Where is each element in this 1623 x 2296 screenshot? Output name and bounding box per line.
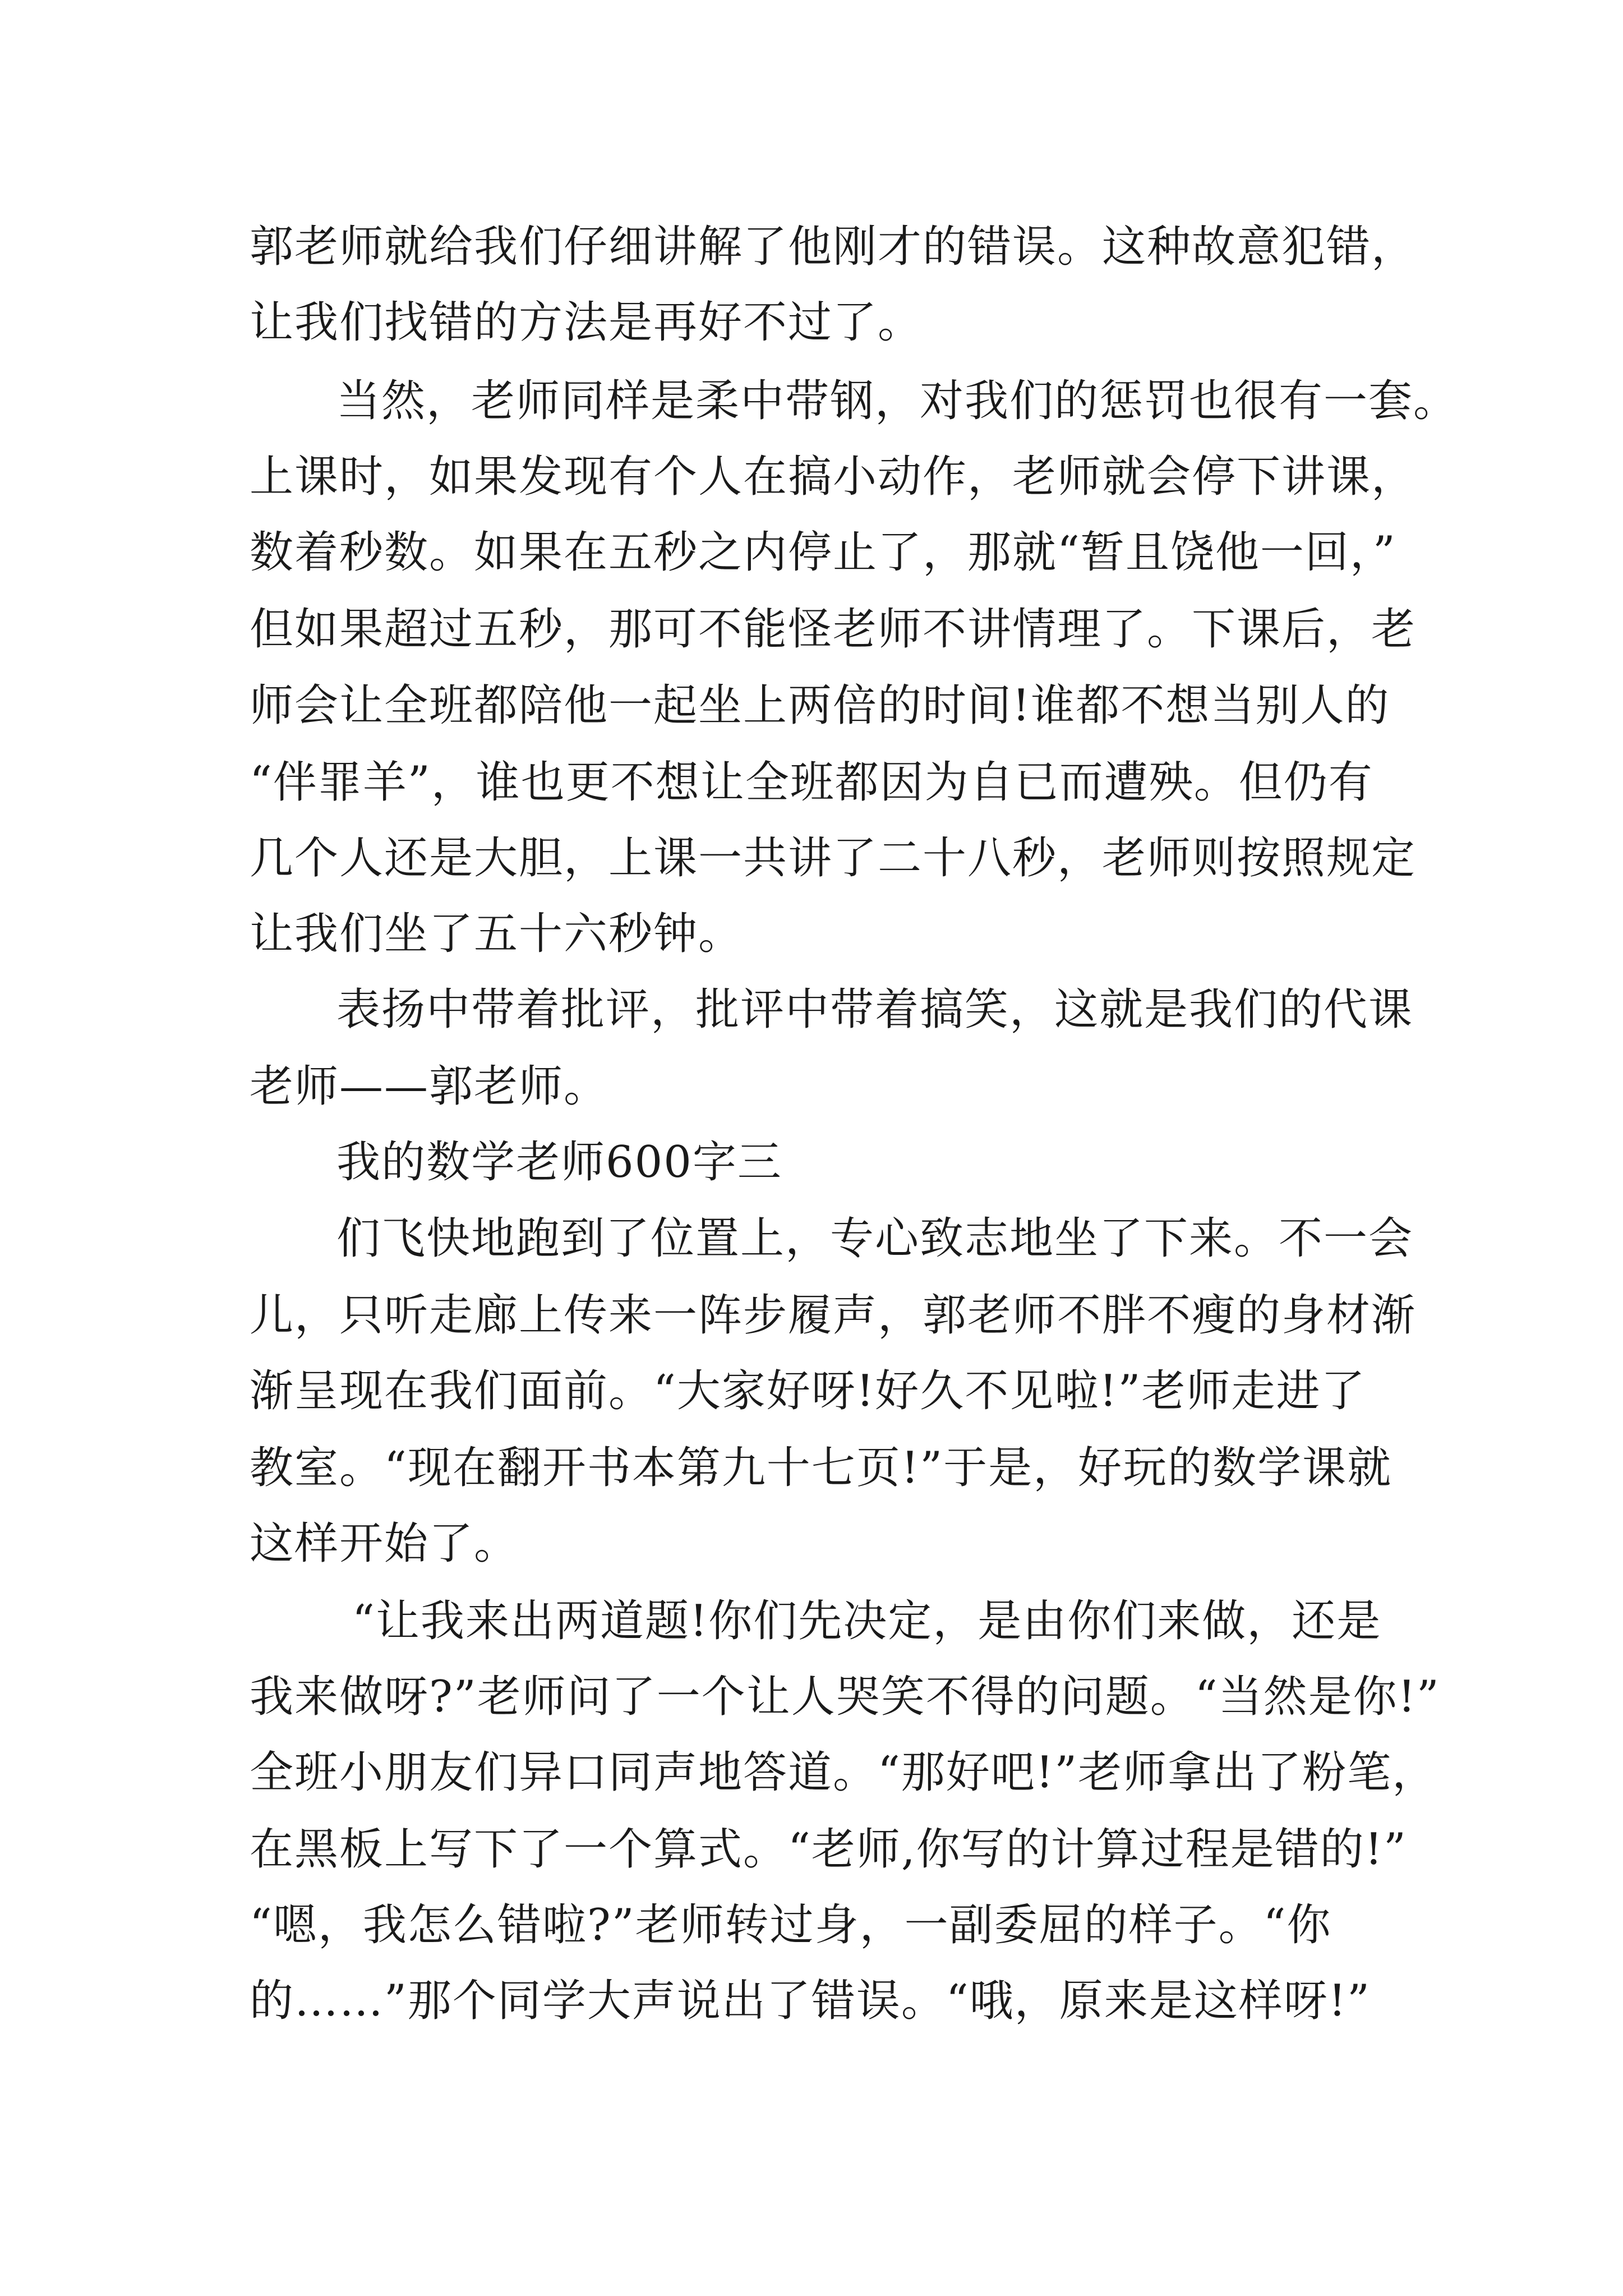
text-line: “让我来出两道题!你们先决定，是由你们来做，还是	[352, 1596, 1382, 1646]
text-line: 这样开始了。	[250, 1519, 519, 1569]
text-line: 数着秒数。如果在五秒之内停止了，那就“暂且饶他一回，”	[250, 527, 1396, 578]
text-line: “伴罪羊”，谁也更不想让全班都因为自已而遭殃。但仍有	[250, 757, 1373, 808]
text-line: 几个人还是大胆，上课一共讲了二十八秒，老师则按照规定	[250, 833, 1417, 884]
text-line: 们飞快地跑到了位置上，专心致志地坐了下来。不一会	[336, 1213, 1414, 1264]
text-line: 让我们找错的方法是再好不过了。	[250, 297, 923, 348]
text-line: “嗯，我怎么错啦?”老师转过身，一副委屈的样子。“你	[250, 1900, 1332, 1950]
text-line: 我来做呀?”老师问了一个让人哭笑不得的问题。“当然是你!”	[250, 1672, 1440, 1722]
text-line: 儿，只听走廊上传来一阵步履声，郭老师不胖不瘦的身材渐	[250, 1290, 1417, 1341]
text-line: 渐呈现在我们面前。“大家好呀!好久不见啦!”老师走进了	[250, 1366, 1366, 1416]
text-line: 全班小朋友们异口同声地答道。“那好吧!”老师拿出了粉笔，	[250, 1747, 1437, 1798]
section-title: 我的数学老师600字三	[336, 1137, 782, 1188]
text-line: 上课时，如果发现有个人在搞小动作，老师就会停下讲课，	[250, 452, 1417, 502]
text-line: 当然，老师同样是柔中带钢，对我们的惩罚也很有一套。	[336, 376, 1459, 426]
text-line: 郭老师就给我们仔细讲解了他刚才的错误。这种故意犯错，	[250, 222, 1417, 272]
text-line: 的……”那个同学大声说出了错误。“哦，原来是这样呀!”	[250, 1976, 1371, 2026]
text-line: 让我们坐了五十六秒钟。	[250, 909, 744, 959]
text-line: 老师——郭老师。	[250, 1061, 609, 1112]
text-line: 教室。“现在翻开书本第九十七页!”于是，好玩的数学课就	[250, 1443, 1393, 1493]
text-line: 师会让全班都陪他一起坐上两倍的时间!谁都不想当别人的	[250, 680, 1390, 731]
text-line: 表扬中带着批评，批评中带着搞笑，这就是我们的代课	[336, 984, 1414, 1035]
text-line: 但如果超过五秒，那可不能怪老师不讲情理了。下课后，老	[250, 604, 1417, 655]
text-line: 在黑板上写下了一个算式。“老师,你写的计算过程是错的!”	[250, 1824, 1407, 1875]
